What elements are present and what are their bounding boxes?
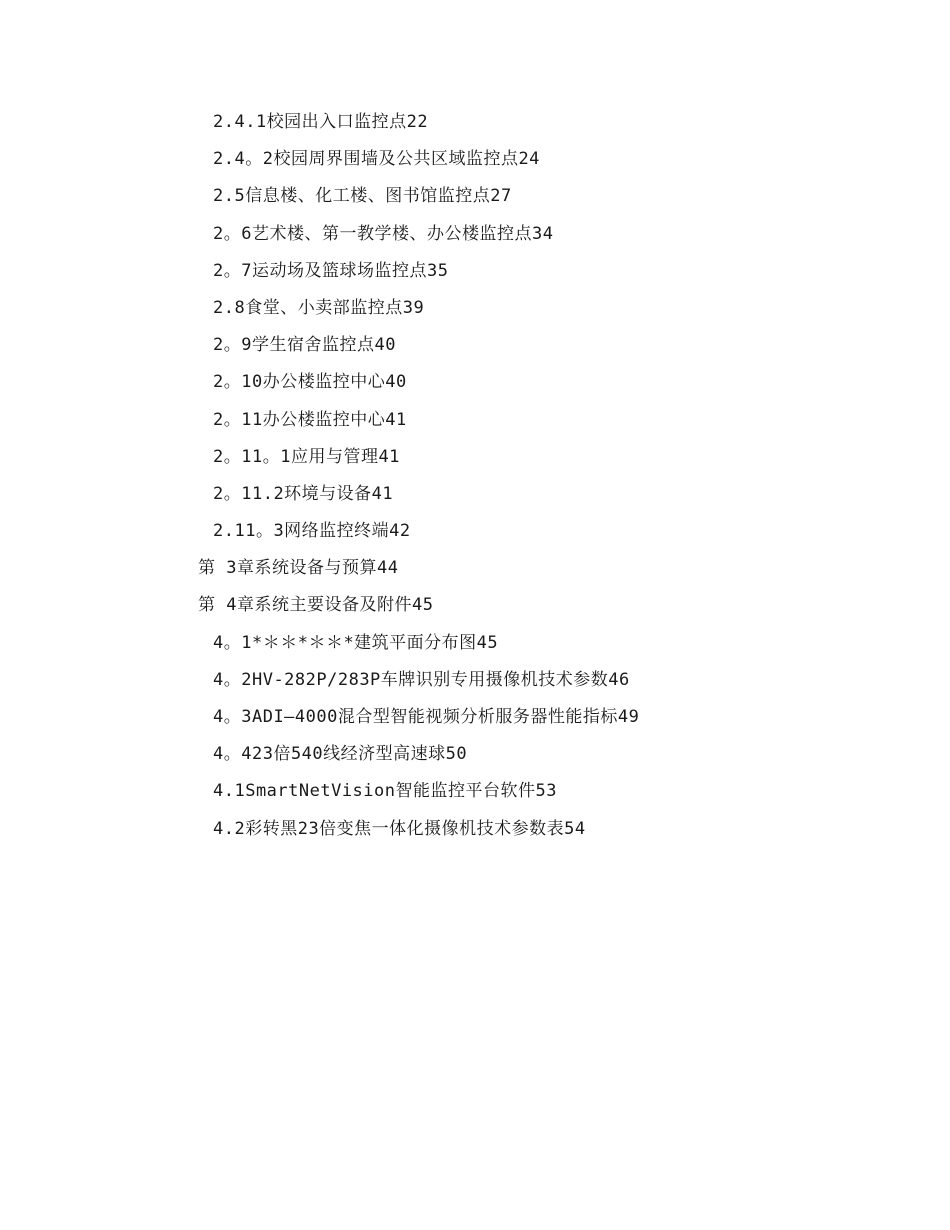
toc-entry-2-5[interactable]: 2.5信息楼、化工楼、图书馆监控点27 [213, 186, 512, 207]
toc-entry-2-11-1[interactable]: 2。11。1应用与管理41 [213, 446, 400, 467]
toc-entry-2-11-2[interactable]: 2。11.2环境与设备41 [213, 483, 394, 504]
toc-entry-2-4-1[interactable]: 2.4.1校园出入口监控点22 [213, 112, 429, 132]
table-of-contents [0, 108, 950, 852]
toc-entry-2-8[interactable]: 2.8食堂、小卖部监控点39 [213, 297, 425, 318]
toc-entry-4-4-speed-dome[interactable]: 4。423倍540线经济型高速球50 [213, 744, 468, 765]
toc-entry-2-11-3[interactable]: 2.11。3网络监控终端42 [213, 521, 411, 542]
toc-entry-4-1-floorplan[interactable]: 4。1*＊＊*＊＊*建筑平面分布图45 [213, 632, 499, 653]
toc-entry-2-11[interactable]: 2。11办公楼监控中心41 [213, 409, 407, 430]
toc-entry-4-2-zoom-camera[interactable]: 4.2彩转黑23倍变焦一体化摄像机技术参数表54 [213, 818, 586, 839]
toc-entry-chapter-3[interactable]: 第 3章系统设备与预算44 [198, 558, 399, 579]
toc-entry-2-6[interactable]: 2。6艺术楼、第一教学楼、办公楼监控点34 [213, 223, 554, 244]
toc-entry-2-7[interactable]: 2。7运动场及篮球场监控点35 [213, 260, 449, 281]
toc-entry-2-10[interactable]: 2。10办公楼监控中心40 [213, 372, 407, 393]
toc-entry-4-3-video-server[interactable]: 4。3ADI—4000混合型智能视频分析服务器性能指标49 [213, 707, 640, 727]
toc-entry-chapter-4[interactable]: 第 4章系统主要设备及附件45 [198, 595, 434, 616]
toc-entry-4-1-platform-software[interactable]: 4.1SmartNetVision智能监控平台软件53 [213, 781, 557, 802]
toc-entry-4-2-plate-camera[interactable]: 4。2HV-282P/283P车牌识别专用摄像机技术参数46 [213, 669, 630, 690]
toc-entry-2-4-2[interactable]: 2.4。2校园周界围墙及公共区域监控点24 [213, 149, 540, 170]
toc-entry-2-9[interactable]: 2。9学生宿舍监控点40 [213, 335, 396, 356]
